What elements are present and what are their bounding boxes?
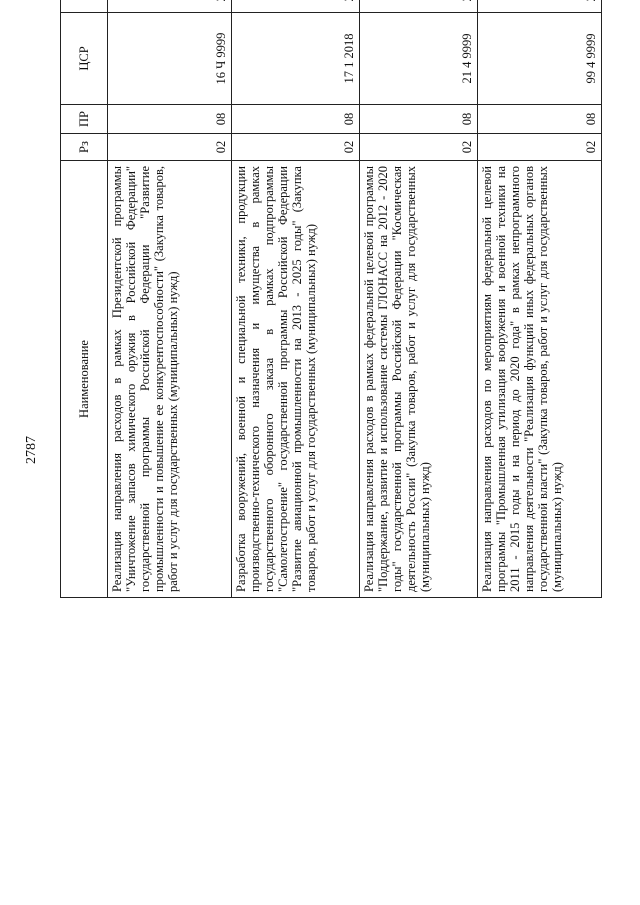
header-rz: Рз	[61, 134, 108, 161]
row-rz: 02	[108, 134, 232, 161]
row-pr: 08	[478, 105, 602, 134]
header-csr: ЦСР	[61, 13, 108, 105]
row-pr: 08	[360, 105, 478, 134]
header-name: Наименование	[61, 161, 108, 598]
row-rz: 02	[360, 134, 478, 161]
row-vr	[360, 0, 478, 13]
document-page	[60, 28, 630, 898]
row-name: Реализация направления расходов в рамках федеральной целевой программы "Поддержание, развитие и использование системы ГЛОНАСС на 2012 - 2020 годы" государственной программы Российской Федерации "Космическая деятельность России" (Закупка товаров, работ и услуг для государственных (муниципальных) нужд)	[360, 161, 478, 598]
row-name: Реализация направления расходов по мероприятиям федеральной целевой программы "Промышленная утилизация вооружения и военной техники на 2011 - 2015 годы и на период до 2020 года" в рамках непрограммного направления деятельности "Реализация функций иных федеральных органов государственной власти" (Закупка товаров, работ и услуг для государственных (муниципальных) нужд)	[478, 161, 602, 598]
table-row	[108, 0, 232, 598]
row-csr: 17 1 2018	[232, 13, 360, 105]
row-vr	[108, 0, 232, 13]
table-row	[232, 0, 360, 598]
row-pr: 08	[108, 105, 232, 134]
row-name: Разработка вооружений, военной и специальной техники, продукции производственно-технического назначения и имущества в рамках государственного оборонного заказа в рамках подпрограммы "Самолетостроение" государственной программы Российской Федерации "Развитие авиационной промышленности на 2013 - 2025 годы" (Закупка товаров, работ и услуг для государственных (муниципальных) нужд)	[232, 161, 360, 598]
table-row	[360, 0, 478, 598]
row-pr: 08	[232, 105, 360, 134]
table-row	[478, 0, 602, 598]
row-vr	[232, 0, 360, 13]
row-rz: 02	[478, 134, 602, 161]
row-rz: 02	[232, 134, 360, 161]
row-csr: 21 4 9999	[360, 13, 478, 105]
budget-table	[60, 0, 602, 598]
page-number: 2787	[24, 436, 39, 464]
budget-table-container	[60, 0, 630, 598]
row-name: Реализация направления расходов в рамках Президентской программы "Уничтожение запасов химического оружия в Российской Федерации" государственной программы Российской Федерации "Развитие промышленности и повышение ее конкурентоспособности" (Закупка товаров, работ и услуг для государственных (муниципальных) нужд)	[108, 161, 232, 598]
header-vr	[61, 0, 108, 13]
header-pr: ПР	[61, 105, 108, 134]
row-csr: 16 Ч 9999	[108, 13, 232, 105]
row-csr: 99 4 9999	[478, 13, 602, 105]
table-header-row	[61, 0, 108, 598]
row-vr	[478, 0, 602, 13]
